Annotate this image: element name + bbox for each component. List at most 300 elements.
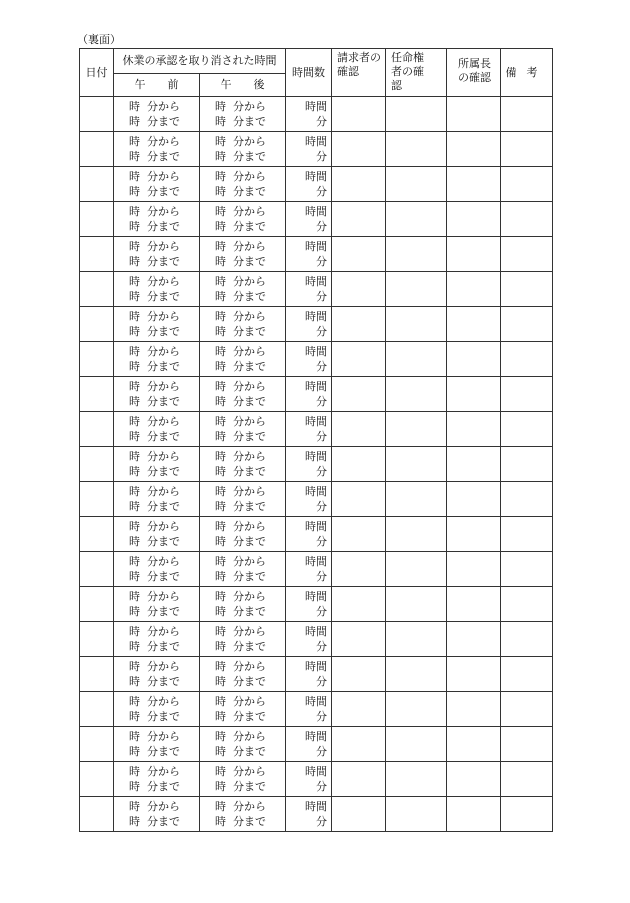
requester-confirmation-cell[interactable]	[332, 727, 386, 762]
hours-cell[interactable]	[286, 482, 332, 517]
requester-confirmation-cell[interactable]	[332, 657, 386, 692]
hours-cell[interactable]	[286, 552, 332, 587]
requester-confirmation-cell[interactable]	[332, 797, 386, 832]
requester-confirmation-cell[interactable]	[332, 692, 386, 727]
requester-confirmation-cell[interactable]	[332, 97, 386, 132]
department-head-confirmation-cell[interactable]	[447, 132, 501, 167]
unit-label: 分まで	[233, 220, 266, 233]
unit-label: 時	[129, 465, 140, 478]
unit-label: 分から	[233, 275, 266, 288]
appointer-confirmation-cell[interactable]	[386, 622, 447, 657]
hours-cell[interactable]	[286, 797, 332, 832]
date-cell[interactable]	[80, 482, 114, 517]
morning-time-cell[interactable]	[114, 377, 200, 412]
afternoon-time-cell[interactable]	[200, 412, 286, 447]
unit-label: 時	[215, 135, 226, 148]
morning-time-cell[interactable]	[114, 97, 200, 132]
unit-label: 分から	[233, 170, 266, 183]
table-row	[80, 517, 553, 552]
unit-label: 分まで	[147, 220, 180, 233]
morning-time-cell[interactable]	[114, 132, 200, 167]
unit-label: 時間	[305, 730, 327, 743]
table-row	[80, 552, 553, 587]
appointer-confirmation-cell[interactable]	[386, 517, 447, 552]
department-head-confirmation-cell[interactable]	[447, 482, 501, 517]
unit-label: 分まで	[147, 605, 180, 618]
table-row	[80, 97, 553, 132]
date-cell[interactable]	[80, 517, 114, 552]
unit-label: 分	[316, 815, 327, 828]
date-cell[interactable]	[80, 412, 114, 447]
morning-time-cell[interactable]	[114, 202, 200, 237]
hours-cell[interactable]	[286, 657, 332, 692]
department-head-confirmation-cell[interactable]	[447, 307, 501, 342]
unit-label: 分まで	[233, 500, 266, 513]
morning-time-cell[interactable]	[114, 307, 200, 342]
morning-time-cell[interactable]	[114, 797, 200, 832]
unit-label: 時	[215, 325, 226, 338]
unit-label: 時	[215, 415, 226, 428]
header-appointer-confirmation: 任命権 者の確 認	[386, 49, 447, 97]
hours-cell[interactable]	[286, 272, 332, 307]
unit-label: 時	[129, 535, 140, 548]
remarks-cell[interactable]	[501, 342, 553, 377]
unit-label: 分から	[147, 205, 180, 218]
header-date: 日付	[80, 49, 114, 97]
unit-label: 分	[316, 185, 327, 198]
unit-label: 時	[129, 485, 140, 498]
department-head-confirmation-cell[interactable]	[447, 202, 501, 237]
unit-label: 分から	[147, 520, 180, 533]
requester-confirmation-cell[interactable]	[332, 622, 386, 657]
unit-label: 時間	[305, 660, 327, 673]
requester-confirmation-cell[interactable]	[332, 272, 386, 307]
unit-label: 分まで	[233, 115, 266, 128]
unit-label: 時	[129, 745, 140, 758]
date-cell[interactable]	[80, 622, 114, 657]
unit-label: 分から	[233, 695, 266, 708]
department-head-confirmation-cell[interactable]	[447, 342, 501, 377]
hours-cell[interactable]	[286, 97, 332, 132]
unit-label: 分まで	[233, 150, 266, 163]
afternoon-time-cell[interactable]	[200, 307, 286, 342]
remarks-cell[interactable]	[501, 517, 553, 552]
appointer-confirmation-cell[interactable]	[386, 447, 447, 482]
hours-cell[interactable]	[286, 377, 332, 412]
unit-label: 分まで	[233, 780, 266, 793]
requester-confirmation-cell[interactable]	[332, 132, 386, 167]
requester-confirmation-cell[interactable]	[332, 237, 386, 272]
unit-label: 時	[215, 115, 226, 128]
morning-time-cell[interactable]	[114, 237, 200, 272]
hours-cell[interactable]	[286, 692, 332, 727]
requester-confirmation-cell[interactable]	[332, 552, 386, 587]
unit-label: 分から	[147, 135, 180, 148]
unit-label: 分まで	[147, 675, 180, 688]
appointer-confirmation-cell[interactable]	[386, 97, 447, 132]
hours-cell[interactable]	[286, 517, 332, 552]
department-head-confirmation-cell[interactable]	[447, 377, 501, 412]
date-cell[interactable]	[80, 727, 114, 762]
afternoon-time-cell[interactable]	[200, 727, 286, 762]
unit-label: 分から	[147, 275, 180, 288]
unit-label: 分から	[147, 100, 180, 113]
unit-label: 時	[129, 220, 140, 233]
unit-label: 時	[215, 430, 226, 443]
unit-label: 時	[129, 115, 140, 128]
hours-cell[interactable]	[286, 167, 332, 202]
unit-label: 時	[215, 570, 226, 583]
remarks-cell[interactable]	[501, 377, 553, 412]
appointer-confirmation-cell[interactable]	[386, 167, 447, 202]
remarks-cell[interactable]	[501, 552, 553, 587]
morning-time-cell[interactable]	[114, 657, 200, 692]
unit-label: 分から	[233, 660, 266, 673]
afternoon-time-cell[interactable]	[200, 797, 286, 832]
unit-label: 分	[316, 290, 327, 303]
appointer-confirmation-cell[interactable]	[386, 727, 447, 762]
afternoon-time-cell[interactable]	[200, 97, 286, 132]
hours-cell[interactable]	[286, 447, 332, 482]
appointer-confirmation-cell[interactable]	[386, 587, 447, 622]
remarks-cell[interactable]	[501, 657, 553, 692]
date-cell[interactable]	[80, 202, 114, 237]
department-head-confirmation-cell[interactable]	[447, 657, 501, 692]
unit-label: 分	[316, 605, 327, 618]
unit-label: 分	[316, 570, 327, 583]
remarks-cell[interactable]	[501, 202, 553, 237]
appointer-confirmation-cell[interactable]	[386, 342, 447, 377]
afternoon-time-cell[interactable]	[200, 762, 286, 797]
unit-label: 時間	[305, 240, 327, 253]
requester-confirmation-cell[interactable]	[332, 482, 386, 517]
department-head-confirmation-cell[interactable]	[447, 762, 501, 797]
hours-cell[interactable]	[286, 202, 332, 237]
hours-cell[interactable]	[286, 412, 332, 447]
unit-label: 分	[316, 360, 327, 373]
department-head-confirmation-cell[interactable]	[447, 692, 501, 727]
unit-label: 分まで	[147, 360, 180, 373]
remarks-cell[interactable]	[501, 307, 553, 342]
hours-cell[interactable]	[286, 762, 332, 797]
unit-label: 分	[316, 710, 327, 723]
unit-label: 分まで	[233, 815, 266, 828]
appointer-confirmation-cell[interactable]	[386, 132, 447, 167]
unit-label: 時	[129, 800, 140, 813]
unit-label: 分まで	[147, 535, 180, 548]
date-cell[interactable]	[80, 167, 114, 202]
table-row	[80, 377, 553, 412]
appointer-confirmation-cell[interactable]	[386, 692, 447, 727]
remarks-cell[interactable]	[501, 622, 553, 657]
remarks-cell[interactable]	[501, 797, 553, 832]
unit-label: 分まで	[233, 255, 266, 268]
unit-label: 分まで	[233, 325, 266, 338]
unit-label: 分から	[233, 730, 266, 743]
date-cell[interactable]	[80, 657, 114, 692]
afternoon-time-cell[interactable]	[200, 622, 286, 657]
morning-time-cell[interactable]	[114, 342, 200, 377]
unit-label: 時	[215, 730, 226, 743]
department-head-confirmation-cell[interactable]	[447, 622, 501, 657]
morning-time-cell[interactable]	[114, 412, 200, 447]
unit-label: 時	[215, 590, 226, 603]
unit-label: 分まで	[147, 290, 180, 303]
remarks-cell[interactable]	[501, 97, 553, 132]
date-cell[interactable]	[80, 552, 114, 587]
remarks-cell[interactable]	[501, 482, 553, 517]
unit-label: 分まで	[147, 570, 180, 583]
unit-label: 時	[215, 555, 226, 568]
unit-label: 時	[129, 710, 140, 723]
table-row	[80, 202, 553, 237]
department-head-confirmation-cell[interactable]	[447, 412, 501, 447]
requester-confirmation-cell[interactable]	[332, 517, 386, 552]
unit-label: 分まで	[147, 325, 180, 338]
afternoon-time-cell[interactable]	[200, 342, 286, 377]
table-row	[80, 657, 553, 692]
appointer-confirmation-cell[interactable]	[386, 307, 447, 342]
afternoon-time-cell[interactable]	[200, 587, 286, 622]
hours-cell[interactable]	[286, 622, 332, 657]
date-cell[interactable]	[80, 377, 114, 412]
date-cell[interactable]	[80, 237, 114, 272]
table-row	[80, 797, 553, 832]
unit-label: 分から	[147, 730, 180, 743]
date-cell[interactable]	[80, 342, 114, 377]
morning-time-cell[interactable]	[114, 587, 200, 622]
unit-label: 分	[316, 535, 327, 548]
hours-cell[interactable]	[286, 727, 332, 762]
appointer-confirmation-cell[interactable]	[386, 482, 447, 517]
afternoon-time-cell[interactable]	[200, 657, 286, 692]
unit-label: 時	[129, 345, 140, 358]
unit-label: 分から	[233, 310, 266, 323]
table-row	[80, 167, 553, 202]
table-row	[80, 727, 553, 762]
requester-confirmation-cell[interactable]	[332, 377, 386, 412]
date-cell[interactable]	[80, 692, 114, 727]
unit-label: 分から	[147, 170, 180, 183]
table-row	[80, 237, 553, 272]
unit-label: 時	[129, 360, 140, 373]
unit-label: 時	[215, 780, 226, 793]
requester-confirmation-cell[interactable]	[332, 762, 386, 797]
department-head-confirmation-cell[interactable]	[447, 552, 501, 587]
unit-label: 時	[129, 625, 140, 638]
remarks-cell[interactable]	[501, 692, 553, 727]
unit-label: 分まで	[233, 290, 266, 303]
afternoon-time-cell[interactable]	[200, 202, 286, 237]
morning-time-cell[interactable]	[114, 727, 200, 762]
unit-label: 時間	[305, 590, 327, 603]
unit-label: 時	[129, 780, 140, 793]
department-head-confirmation-cell[interactable]	[447, 97, 501, 132]
table-row	[80, 692, 553, 727]
morning-time-cell[interactable]	[114, 552, 200, 587]
requester-confirmation-cell[interactable]	[332, 202, 386, 237]
afternoon-time-cell[interactable]	[200, 132, 286, 167]
hours-cell[interactable]	[286, 342, 332, 377]
unit-label: 分	[316, 220, 327, 233]
morning-time-cell[interactable]	[114, 167, 200, 202]
remarks-cell[interactable]	[501, 412, 553, 447]
unit-label: 時	[215, 395, 226, 408]
hours-cell[interactable]	[286, 237, 332, 272]
unit-label: 分から	[233, 240, 266, 253]
afternoon-time-cell[interactable]	[200, 692, 286, 727]
unit-label: 分から	[147, 450, 180, 463]
unit-label: 時	[129, 640, 140, 653]
unit-label: 分まで	[147, 465, 180, 478]
date-cell[interactable]	[80, 132, 114, 167]
remarks-cell[interactable]	[501, 167, 553, 202]
afternoon-time-cell[interactable]	[200, 377, 286, 412]
unit-label: 時	[129, 325, 140, 338]
morning-time-cell[interactable]	[114, 272, 200, 307]
morning-time-cell[interactable]	[114, 517, 200, 552]
hours-cell[interactable]	[286, 307, 332, 342]
requester-confirmation-cell[interactable]	[332, 307, 386, 342]
unit-label: 時間	[305, 345, 327, 358]
unit-label: 分	[316, 640, 327, 653]
date-cell[interactable]	[80, 797, 114, 832]
afternoon-time-cell[interactable]	[200, 272, 286, 307]
date-cell[interactable]	[80, 272, 114, 307]
unit-label: 分から	[147, 625, 180, 638]
date-cell[interactable]	[80, 97, 114, 132]
unit-label: 時	[215, 675, 226, 688]
requester-confirmation-cell[interactable]	[332, 342, 386, 377]
appointer-confirmation-cell[interactable]	[386, 797, 447, 832]
date-cell[interactable]	[80, 447, 114, 482]
remarks-cell[interactable]	[501, 447, 553, 482]
unit-label: 時	[215, 170, 226, 183]
unit-label: 時	[215, 150, 226, 163]
unit-label: 分まで	[233, 570, 266, 583]
remarks-cell[interactable]	[501, 727, 553, 762]
afternoon-time-cell[interactable]	[200, 447, 286, 482]
department-head-confirmation-cell[interactable]	[447, 517, 501, 552]
unit-label: 時	[215, 185, 226, 198]
date-cell[interactable]	[80, 307, 114, 342]
afternoon-time-cell[interactable]	[200, 237, 286, 272]
header-department-head-confirmation: 所属長 の確認	[447, 49, 501, 97]
morning-time-cell[interactable]	[114, 622, 200, 657]
remarks-cell[interactable]	[501, 587, 553, 622]
unit-label: 分から	[233, 205, 266, 218]
date-cell[interactable]	[80, 587, 114, 622]
hours-cell[interactable]	[286, 587, 332, 622]
unit-label: 時	[215, 290, 226, 303]
department-head-confirmation-cell[interactable]	[447, 797, 501, 832]
unit-label: 分まで	[233, 745, 266, 758]
requester-confirmation-cell[interactable]	[332, 587, 386, 622]
unit-label: 分から	[233, 100, 266, 113]
unit-label: 時間	[305, 415, 327, 428]
unit-label: 分から	[147, 765, 180, 778]
remarks-cell[interactable]	[501, 237, 553, 272]
appointer-confirmation-cell[interactable]	[386, 237, 447, 272]
unit-label: 時	[215, 660, 226, 673]
afternoon-time-cell[interactable]	[200, 167, 286, 202]
department-head-confirmation-cell[interactable]	[447, 727, 501, 762]
department-head-confirmation-cell[interactable]	[447, 447, 501, 482]
unit-label: 時	[129, 290, 140, 303]
afternoon-time-cell[interactable]	[200, 517, 286, 552]
unit-label: 分から	[147, 485, 180, 498]
table-row	[80, 482, 553, 517]
afternoon-time-cell[interactable]	[200, 552, 286, 587]
unit-label: 分	[316, 745, 327, 758]
appointer-confirmation-cell[interactable]	[386, 377, 447, 412]
unit-label: 分から	[147, 310, 180, 323]
unit-label: 分	[316, 780, 327, 793]
morning-time-cell[interactable]	[114, 762, 200, 797]
unit-label: 時	[129, 255, 140, 268]
remarks-cell[interactable]	[501, 762, 553, 797]
appointer-confirmation-cell[interactable]	[386, 762, 447, 797]
unit-label: 時間	[305, 135, 327, 148]
department-head-confirmation-cell[interactable]	[447, 587, 501, 622]
unit-label: 時	[215, 345, 226, 358]
department-head-confirmation-cell[interactable]	[447, 237, 501, 272]
department-head-confirmation-cell[interactable]	[447, 272, 501, 307]
unit-label: 分	[316, 465, 327, 478]
unit-label: 分から	[147, 415, 180, 428]
appointer-confirmation-cell[interactable]	[386, 657, 447, 692]
unit-label: 時	[129, 170, 140, 183]
unit-label: 分	[316, 500, 327, 513]
unit-label: 分まで	[147, 115, 180, 128]
page-side-label: （裏面）	[77, 33, 121, 46]
requester-confirmation-cell[interactable]	[332, 447, 386, 482]
date-cell[interactable]	[80, 762, 114, 797]
unit-label: 分から	[233, 590, 266, 603]
morning-time-cell[interactable]	[114, 692, 200, 727]
morning-time-cell[interactable]	[114, 482, 200, 517]
unit-label: 時	[129, 205, 140, 218]
appointer-confirmation-cell[interactable]	[386, 272, 447, 307]
unit-label: 時	[215, 765, 226, 778]
remarks-cell[interactable]	[501, 272, 553, 307]
afternoon-time-cell[interactable]	[200, 482, 286, 517]
unit-label: 時	[215, 255, 226, 268]
unit-label: 分から	[147, 380, 180, 393]
appointer-confirmation-cell[interactable]	[386, 412, 447, 447]
appointer-confirmation-cell[interactable]	[386, 202, 447, 237]
unit-label: 分まで	[147, 815, 180, 828]
unit-label: 時	[129, 240, 140, 253]
unit-label: 時	[129, 695, 140, 708]
requester-confirmation-cell[interactable]	[332, 167, 386, 202]
appointer-confirmation-cell[interactable]	[386, 552, 447, 587]
morning-time-cell[interactable]	[114, 447, 200, 482]
department-head-confirmation-cell[interactable]	[447, 167, 501, 202]
unit-label: 分から	[147, 555, 180, 568]
table-row	[80, 622, 553, 657]
remarks-cell[interactable]	[501, 132, 553, 167]
unit-label: 時間	[305, 555, 327, 568]
unit-label: 時	[129, 730, 140, 743]
requester-confirmation-cell[interactable]	[332, 412, 386, 447]
unit-label: 分まで	[147, 745, 180, 758]
hours-cell[interactable]	[286, 132, 332, 167]
unit-label: 分まで	[233, 360, 266, 373]
unit-label: 分まで	[147, 395, 180, 408]
unit-label: 時	[129, 660, 140, 673]
unit-label: 時	[215, 450, 226, 463]
